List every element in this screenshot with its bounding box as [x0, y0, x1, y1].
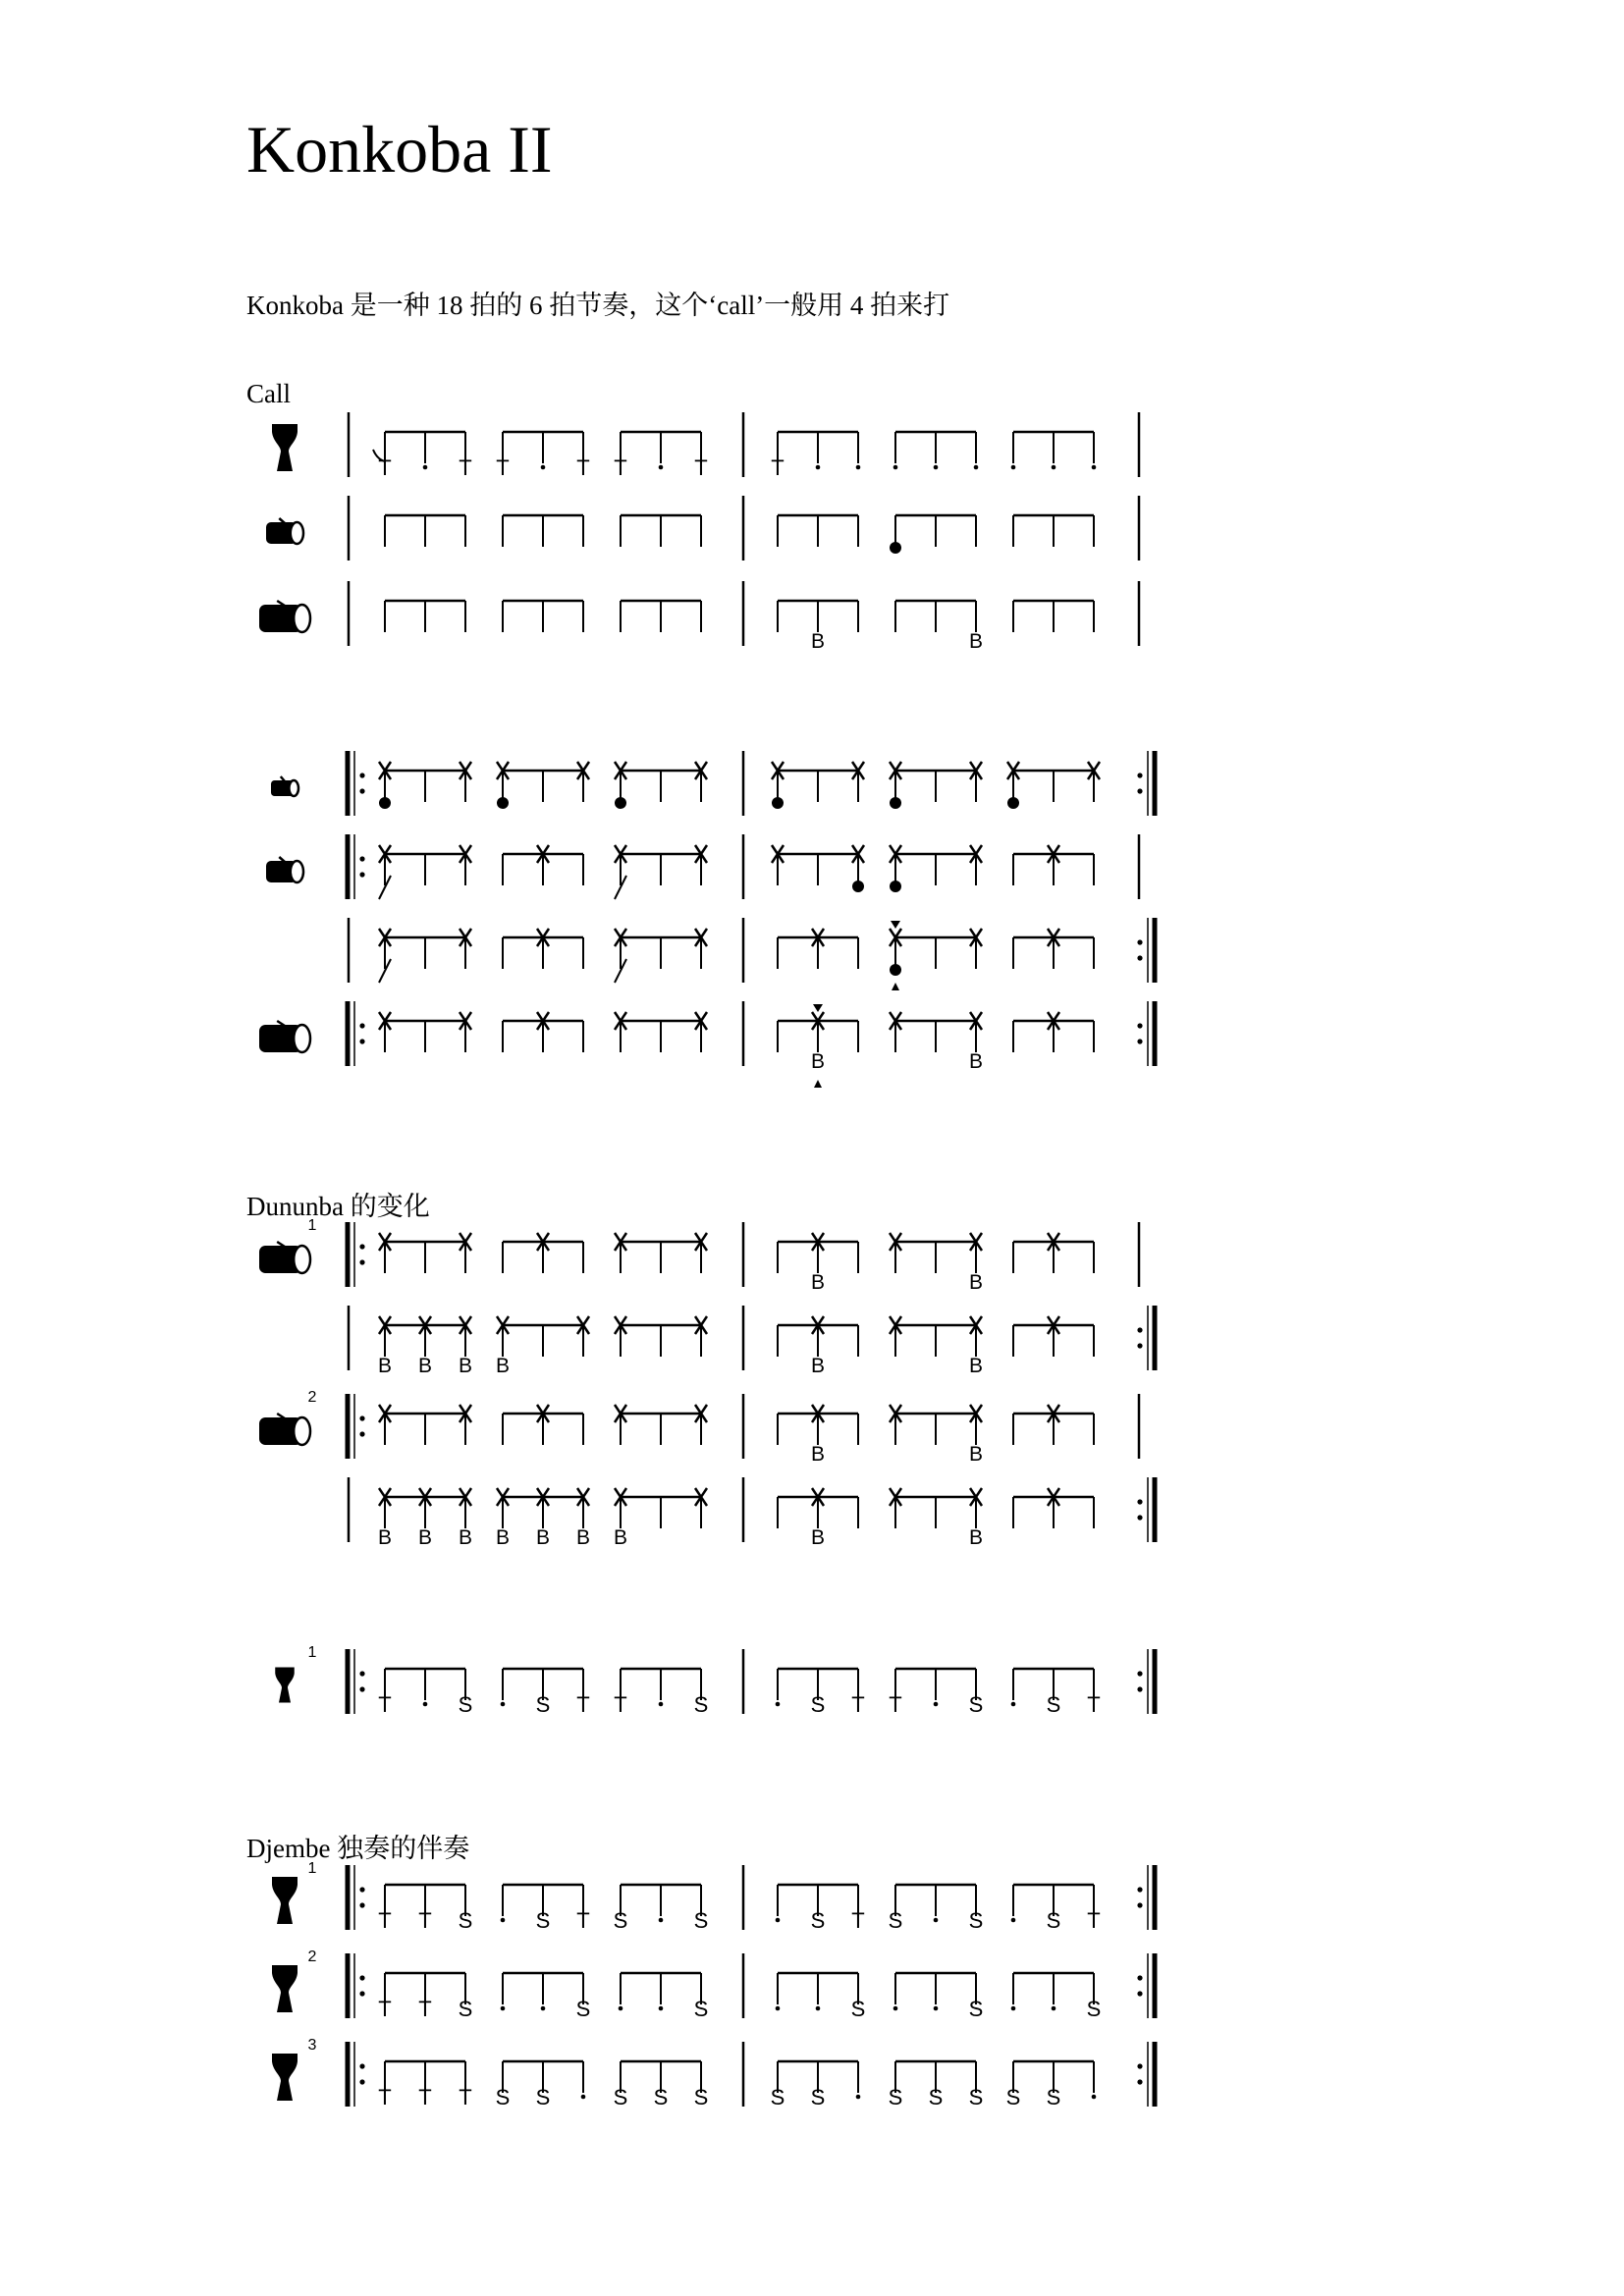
- bass-note-label: B: [575, 1526, 591, 1549]
- slap-note-label: S: [888, 1908, 903, 1933]
- mute-triangle: [891, 921, 900, 929]
- slap-note-label: S: [693, 1997, 709, 2021]
- repeat-dot: [1137, 1327, 1142, 1332]
- open-note: [772, 797, 784, 809]
- repeat-dot: [1137, 1499, 1142, 1504]
- slap-note-label: S: [888, 2085, 903, 2109]
- rest-dot: [934, 2006, 939, 2011]
- rest-dot: [541, 465, 546, 470]
- tone-note-label: T: [496, 455, 510, 480]
- mute-triangle: [814, 1080, 822, 1088]
- tone-note-label: T: [851, 1908, 865, 1933]
- slap-note-label: S: [1046, 1692, 1061, 1717]
- repeat-dot: [359, 1431, 364, 1436]
- rest-dot: [581, 2095, 586, 2100]
- djembe-icon: [272, 1877, 298, 1924]
- slap-note-label: S: [968, 1908, 984, 1933]
- slap-note-label: S: [458, 1908, 473, 1933]
- repeat-dot: [1137, 955, 1142, 960]
- bass-note-label: B: [458, 1355, 473, 1377]
- repeat-dot: [359, 1671, 364, 1676]
- bass-note-label: B: [810, 1271, 826, 1294]
- slap-note-label: S: [613, 1908, 628, 1933]
- bass-note-label: B: [968, 1443, 984, 1466]
- slap-note-label: S: [770, 2085, 785, 2109]
- slap-note-label: S: [693, 1908, 709, 1933]
- rest-dot: [1052, 465, 1056, 470]
- mute-triangle: [892, 983, 899, 990]
- rest-dot: [1011, 1702, 1016, 1707]
- rest-dot: [659, 1702, 664, 1707]
- section-label-call: Call: [246, 379, 291, 408]
- rest-dot: [501, 1918, 506, 1923]
- page-title: Konkoba II: [246, 112, 553, 187]
- bass-note-label: B: [810, 1050, 826, 1073]
- bass-note-label: B: [968, 1526, 984, 1549]
- repeat-dot: [1137, 2063, 1142, 2068]
- bass-note-label: B: [377, 1355, 393, 1377]
- bass-note-label: B: [535, 1526, 551, 1549]
- open-note: [1007, 797, 1019, 809]
- repeat-dot: [359, 1975, 364, 1980]
- open-note: [852, 881, 864, 892]
- djembe-body: [272, 2054, 298, 2101]
- open-note: [890, 881, 901, 892]
- repeat-dot: [1137, 1343, 1142, 1348]
- tone-note-label: T: [889, 1692, 902, 1717]
- rest-dot: [893, 465, 898, 470]
- dununba-icon: [259, 1242, 310, 1273]
- repeat-dot: [1137, 1686, 1142, 1691]
- slap-note-label: S: [458, 1997, 473, 2021]
- rest-dot: [1011, 2006, 1016, 2011]
- rest-dot: [1011, 1918, 1016, 1923]
- bass-note-label: B: [968, 630, 984, 653]
- djembe-body: [272, 424, 298, 471]
- drum-head: [291, 861, 303, 882]
- open-note: [379, 797, 391, 809]
- dununba-icon: [259, 1414, 310, 1445]
- tone-note-label: T: [378, 1997, 392, 2021]
- tone-note-label: T: [771, 455, 785, 480]
- variant-number: 2: [307, 1389, 317, 1406]
- slap-note-label: S: [458, 1692, 473, 1717]
- slap-note-label: S: [613, 2085, 628, 2109]
- dununba-icon: [259, 1021, 310, 1052]
- slap-note-label: S: [968, 1692, 984, 1717]
- rest-dot: [1092, 2095, 1097, 2100]
- slap-note-label: S: [850, 1997, 866, 2021]
- repeat-dot: [359, 1415, 364, 1420]
- repeat-dot: [1137, 1902, 1142, 1907]
- rest-dot: [816, 2006, 821, 2011]
- tone-note-label: T: [1087, 1692, 1101, 1717]
- repeat-dot: [359, 773, 364, 777]
- rest-dot: [1092, 465, 1097, 470]
- bass-note-label: B: [417, 1526, 433, 1549]
- slap-note-label: S: [810, 1908, 826, 1933]
- repeat-dot: [1137, 773, 1142, 777]
- bass-note-label: B: [417, 1355, 433, 1377]
- tone-note-label: T: [614, 455, 627, 480]
- variant-number: 2: [307, 1949, 317, 1965]
- rest-dot: [619, 2006, 623, 2011]
- rest-dot: [776, 1702, 781, 1707]
- bass-note-label: B: [810, 1526, 826, 1549]
- slap-note-label: S: [1046, 1908, 1061, 1933]
- page-subtitle: Konkoba 是一种 18 拍的 6 拍节奏，这个‘call’一般用 4 拍来打: [246, 291, 950, 320]
- slap-note-label: S: [535, 1908, 551, 1933]
- rest-dot: [659, 2006, 664, 2011]
- slap-note-label: S: [653, 2085, 669, 2109]
- rest-dot: [541, 2006, 546, 2011]
- djembe-body: [272, 1877, 298, 1924]
- tone-note-label: T: [378, 1692, 392, 1717]
- rest-dot: [934, 465, 939, 470]
- slap-note-label: S: [1046, 2085, 1061, 2109]
- repeat-dot: [359, 1991, 364, 1996]
- slap-note-label: S: [693, 2085, 709, 2109]
- djembe-small-icon: [275, 1668, 295, 1703]
- drum-head: [294, 1417, 310, 1445]
- slap-note-label: S: [968, 1997, 984, 2021]
- repeat-dot: [359, 872, 364, 877]
- rest-dot: [856, 2095, 861, 2100]
- repeat-dot: [1137, 1671, 1142, 1676]
- drum-head: [291, 522, 303, 544]
- tone-note-label: T: [576, 1908, 590, 1933]
- tone-note-label: T: [614, 1692, 627, 1717]
- rest-dot: [934, 1702, 939, 1707]
- rest-dot: [776, 1918, 781, 1923]
- mute-triangle: [813, 1004, 823, 1012]
- rest-dot: [893, 2006, 898, 2011]
- open-note: [615, 797, 626, 809]
- sangban-icon: [266, 518, 303, 544]
- bass-note-label: B: [968, 1050, 984, 1073]
- slap-note-label: S: [1005, 2085, 1021, 2109]
- repeat-dot: [359, 2063, 364, 2068]
- rest-dot: [1011, 465, 1016, 470]
- bass-note-label: B: [810, 1355, 826, 1377]
- dununba-icon: [259, 601, 310, 632]
- repeat-dot: [1137, 1515, 1142, 1520]
- slap-note-label: S: [535, 2085, 551, 2109]
- djembe-icon: [272, 1965, 298, 2012]
- tone-note-label: T: [851, 1692, 865, 1717]
- rest-dot: [776, 2006, 781, 2011]
- repeat-dot: [359, 1686, 364, 1691]
- tone-note-label: T: [418, 1997, 432, 2021]
- drum-head: [289, 780, 298, 796]
- djembe-body: [275, 1668, 295, 1703]
- variant-number: 1: [307, 1644, 317, 1661]
- section-label-dununba: Dununba 的变化: [246, 1192, 430, 1221]
- repeat-dot: [1137, 1887, 1142, 1892]
- tone-note-label: T: [459, 2085, 472, 2109]
- rest-dot: [974, 465, 979, 470]
- tone-note-label: T: [1087, 1908, 1101, 1933]
- variant-number: 1: [307, 1860, 317, 1877]
- tone-note-label: T: [576, 1692, 590, 1717]
- repeat-dot: [1137, 2079, 1142, 2084]
- repeat-dot: [359, 1039, 364, 1043]
- drum-head: [294, 605, 310, 632]
- repeat-dot: [359, 1244, 364, 1249]
- kenkeni-icon: [271, 776, 298, 796]
- open-note: [890, 964, 901, 976]
- tone-note-label: T: [378, 2085, 392, 2109]
- rest-dot: [659, 1918, 664, 1923]
- tone-note-label: T: [576, 455, 590, 480]
- slap-note-label: S: [1086, 1997, 1102, 2021]
- slap-note-label: S: [810, 2085, 826, 2109]
- djembe-body: [272, 1965, 298, 2012]
- repeat-dot: [1137, 1975, 1142, 1980]
- repeat-dot: [359, 856, 364, 861]
- repeat-dot: [359, 2079, 364, 2084]
- drum-head: [294, 1025, 310, 1052]
- bass-note-label: B: [495, 1526, 511, 1549]
- repeat-dot: [1137, 1991, 1142, 1996]
- bass-note-label: B: [613, 1526, 628, 1549]
- slap-note-label: S: [810, 1692, 826, 1717]
- section-label-djembe: Djembe 独奏的伴奏: [246, 1834, 470, 1863]
- djembe-icon: [272, 2054, 298, 2101]
- rest-dot: [816, 465, 821, 470]
- rest-dot: [1052, 2006, 1056, 2011]
- bass-note-label: B: [810, 1443, 826, 1466]
- repeat-dot: [359, 1259, 364, 1264]
- slap-note-label: S: [495, 2085, 511, 2109]
- variant-number: 1: [307, 1217, 317, 1234]
- bass-note-label: B: [968, 1355, 984, 1377]
- bass-note-label: B: [810, 630, 826, 653]
- slap-note-label: S: [535, 1692, 551, 1717]
- rest-dot: [659, 465, 664, 470]
- repeat-dot: [1137, 788, 1142, 793]
- repeat-dot: [359, 1902, 364, 1907]
- open-note: [497, 797, 509, 809]
- bass-note-label: B: [458, 1526, 473, 1549]
- sangban-icon: [266, 857, 303, 882]
- tone-note-label: T: [418, 1908, 432, 1933]
- repeat-dot: [1137, 1023, 1142, 1028]
- tone-note-label: T: [694, 455, 708, 480]
- repeat-dot: [1137, 1039, 1142, 1043]
- slap-note-label: S: [928, 2085, 944, 2109]
- rest-dot: [423, 1702, 428, 1707]
- repeat-dot: [359, 1887, 364, 1892]
- bass-note-label: B: [495, 1355, 511, 1377]
- slap-note-label: S: [575, 1997, 591, 2021]
- repeat-dot: [359, 1023, 364, 1028]
- rest-dot: [501, 2006, 506, 2011]
- rest-dot: [501, 1702, 506, 1707]
- bass-note-label: B: [968, 1271, 984, 1294]
- djembe-icon: [272, 424, 298, 471]
- bass-note-label: B: [377, 1526, 393, 1549]
- rest-dot: [856, 465, 861, 470]
- open-note: [890, 797, 901, 809]
- slap-note-label: S: [693, 1692, 709, 1717]
- tone-note-label: T: [378, 1908, 392, 1933]
- slap-note-label: S: [968, 2085, 984, 2109]
- repeat-dot: [359, 788, 364, 793]
- open-note: [890, 542, 901, 554]
- rest-dot: [423, 465, 428, 470]
- drum-head: [294, 1246, 310, 1273]
- tone-note-label: T: [459, 455, 472, 480]
- rest-dot: [934, 1918, 939, 1923]
- variant-number: 3: [307, 2037, 317, 2054]
- repeat-dot: [1137, 939, 1142, 944]
- tone-note-label: T: [418, 2085, 432, 2109]
- tone-note-label: T: [378, 455, 392, 480]
